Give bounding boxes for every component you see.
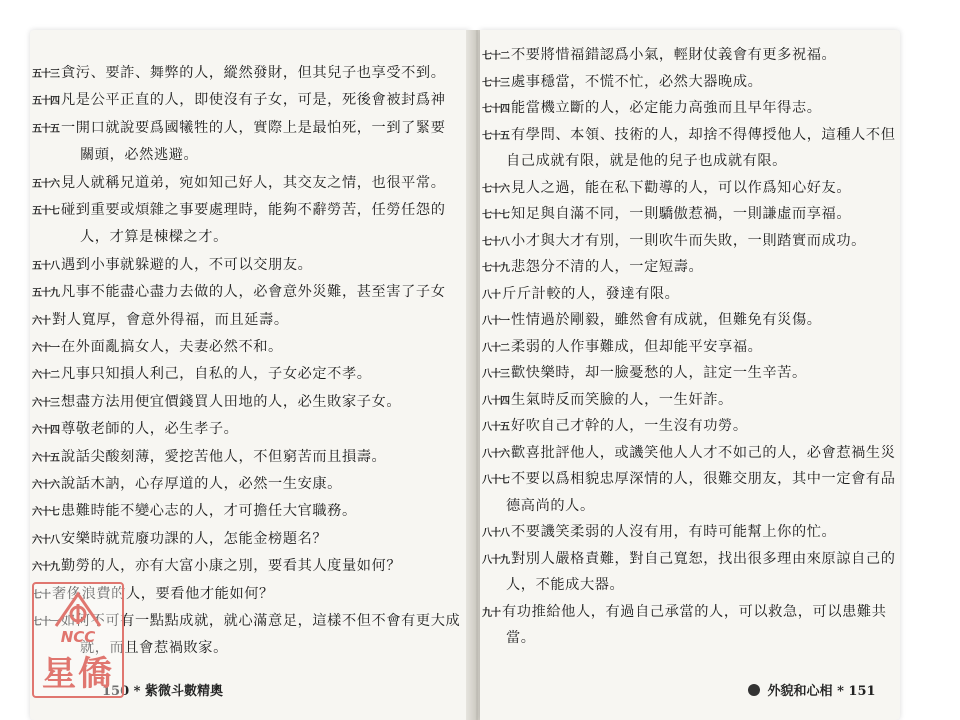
item-text: 患難時能不變心志的人，才可擔任大官職務。 [61, 503, 357, 520]
item-text: 不要將惜福錯認爲小氣，輕財仗義會有更多祝福。 [511, 47, 837, 63]
text-line [506, 627, 536, 647]
item-number: 七十八 [482, 236, 509, 248]
text-line [482, 468, 895, 488]
text-line [482, 97, 822, 117]
item-number: 七十三 [482, 77, 509, 89]
item-text: 性情過於剛毅，雖然會有成就，但難免有災傷。 [511, 312, 822, 328]
item-text: 德高尚的人。 [506, 497, 595, 514]
item-text: 生氣時反而笑臉的人，一生奸詐。 [511, 391, 733, 408]
text-line [482, 389, 733, 409]
item-text: 安樂時就荒廢功課的人，怎能金榜題名？ [61, 530, 328, 547]
item-number: 八十五 [482, 422, 509, 433]
text-line [482, 521, 836, 541]
item-number: 六十八 [32, 534, 59, 546]
item-text: 柔弱的人作事難成，但却能平安享福。 [511, 338, 763, 355]
publisher-watermark [32, 582, 124, 698]
text-line [32, 555, 401, 575]
text-line [482, 124, 895, 144]
item-number: 八十八 [482, 528, 509, 539]
text-line [32, 117, 445, 137]
item-text: 有功推給他人，有過自己承當的人，可以救急，可以患難共 [502, 603, 887, 620]
item-text: 遇到小事就躲避的人，不可以交朋友。 [61, 256, 313, 273]
item-number: 七十一 [32, 617, 59, 628]
item-text: 關頭，必然逃避。 [80, 147, 199, 164]
item-text: 奢侈浪費的人，要看他才能如何？ [52, 585, 274, 602]
text-line [482, 177, 851, 197]
item-number: 五十五 [32, 123, 59, 135]
text-line [482, 336, 762, 356]
item-number: 八十九 [482, 554, 509, 566]
item-text: 好吹自己才幹的人，一生沒有功勞。 [511, 418, 748, 434]
item-text: 如何不可有一點點成就，就心滿意足，這樣不但不會有更大成 [61, 613, 461, 629]
right-page-running-title: 外貌和心相 [767, 684, 833, 699]
item-text: 能當機立斷的人，必定能力高強而且早年得志。 [511, 100, 822, 116]
publisher-logo-icon [48, 590, 108, 630]
text-line [80, 144, 198, 164]
item-number: 五十九 [32, 288, 59, 300]
text-line [32, 418, 238, 438]
item-text: 當。 [506, 630, 536, 646]
right-page-folio [748, 680, 876, 699]
item-number: 八十一 [482, 316, 509, 327]
text-line [32, 500, 357, 520]
item-text: 悲怨分不清的人，一定短壽。 [511, 259, 704, 275]
folio-star: * [837, 684, 849, 699]
item-text: 說話尖酸刻薄，愛挖苦他人，不但窮苦而且損壽。 [61, 448, 387, 465]
item-number: 六十三 [32, 397, 59, 409]
text-line [32, 363, 372, 383]
item-number: 六十六 [32, 480, 59, 491]
item-number: 七十五 [482, 130, 509, 142]
left-page-running-title: 紫微斗數精奧 [145, 684, 224, 699]
item-number: 八十四 [482, 395, 509, 407]
right-page [480, 30, 900, 720]
chapter-bullet-icon [748, 684, 760, 696]
item-text: 就，而且會惹禍敗家。 [80, 640, 228, 657]
item-text: 歡快樂時，却一臉憂愁的人，註定一生辛苦。 [511, 365, 807, 381]
text-line [32, 473, 342, 493]
item-text: 有學問、本領、技術的人，却捨不得傳授他人，這種人不但 [511, 126, 896, 143]
item-number: 七十 [32, 589, 50, 601]
item-number: 八十 [482, 289, 500, 301]
item-text: 見人之過，能在私下勸導的人，可以作爲知心好友。 [511, 179, 852, 196]
item-number: 六十九 [32, 562, 59, 574]
item-text: 歡喜批評他人，或譏笑他人人才不如己的人，必會惹禍生災 [511, 444, 896, 461]
item-number: 五十四 [32, 96, 59, 108]
text-line [32, 281, 445, 301]
item-text: 小才與大才有別，一則吹牛而失敗，一則踏實而成功。 [511, 232, 866, 249]
text-line [482, 283, 679, 303]
item-text: 處事穩當，不慌不忙，必然大器晚成。 [511, 73, 763, 90]
text-line [482, 309, 822, 329]
item-number: 七十四 [482, 104, 509, 115]
item-text: 人，才算是棟樑之才。 [80, 229, 228, 246]
text-line [482, 362, 807, 382]
item-number: 五十三 [32, 69, 59, 80]
item-text: 凡事只知損人利己，自私的人，子女必定不孝。 [61, 366, 372, 383]
text-line [482, 415, 748, 435]
item-number: 七十九 [482, 263, 509, 274]
item-number: 七十七 [482, 210, 509, 221]
text-line [482, 256, 703, 276]
item-text: 勤勞的人，亦有大富小康之別，要看其人度量如何？ [61, 558, 402, 575]
text-line [32, 446, 386, 466]
item-number: 五十六 [32, 178, 59, 190]
item-number: 六十五 [32, 452, 59, 464]
item-number: 七十六 [482, 183, 509, 195]
item-number: 五十八 [32, 260, 59, 272]
item-number: 八十二 [482, 342, 509, 354]
text-line [482, 548, 895, 568]
item-text: 凡是公平正直的人，即使沒有子女，可是，死後會被封爲神 [61, 92, 446, 109]
publisher-name: 星僑 [42, 654, 114, 694]
text-line [506, 574, 624, 594]
text-line [32, 254, 312, 274]
item-text: 一開口就說要爲國犧牲的人，實際上是最怕死，一到了緊要 [61, 119, 446, 136]
text-line [482, 601, 886, 621]
text-line [80, 226, 228, 246]
item-text: 自己成就有限，就是他的兒子也成就有限。 [506, 153, 787, 169]
item-text: 說話木訥，心存厚道的人，必然一生安康。 [61, 476, 342, 492]
item-text: 貪污、要詐、舞弊的人，縱然發財，但其兒子也享受不到。 [61, 65, 446, 81]
item-number: 五十七 [32, 206, 59, 217]
text-line [32, 528, 327, 548]
item-text: 想盡方法用便宜價錢買人田地的人，必生敗家子女。 [61, 393, 402, 410]
text-line [482, 71, 762, 91]
text-line [506, 150, 787, 170]
text-line [506, 495, 595, 515]
item-text: 凡事不能盡心盡力去做的人，必會意外災難，甚至害了子女 [61, 284, 446, 301]
text-line [32, 336, 283, 356]
text-line [32, 62, 445, 82]
item-text: 見人就稱兄道弟，宛如知己好人，其交友之情，也很平常。 [61, 174, 446, 191]
item-text: 在外面亂搞女人，夫妻必然不和。 [61, 339, 283, 355]
item-number: 八十七 [482, 475, 509, 486]
item-number: 六十 [32, 315, 50, 327]
text-line [32, 172, 445, 192]
text-line [482, 203, 851, 223]
text-line [32, 391, 401, 411]
item-number: 七十二 [482, 51, 509, 62]
item-text: 知足與自滿不同，一則驕傲惹禍，一則謙虛而享福。 [511, 206, 852, 222]
item-number: 六十四 [32, 425, 59, 437]
text-line [32, 309, 289, 329]
text-line [32, 89, 445, 109]
item-text: 尊敬老師的人，必生孝子。 [61, 421, 239, 438]
item-text: 不要以爲相貌忠厚深情的人，很難交朋友，其中一定會有品 [511, 471, 896, 487]
publisher-brand: NCC [60, 628, 96, 646]
item-text: 不要譏笑柔弱的人沒有用，有時可能幫上你的忙。 [511, 524, 837, 540]
text-line [482, 44, 836, 64]
item-number: 六十七 [32, 507, 59, 519]
text-line [32, 199, 445, 219]
item-number: 六十二 [32, 370, 59, 382]
item-number: 八十三 [482, 369, 509, 380]
item-number: 八十六 [482, 448, 509, 460]
item-number: 九十 [482, 607, 500, 619]
item-text: 對別人嚴格責難，對自己寬恕，找出很多理由來原諒自己的 [511, 550, 896, 567]
item-number: 六十一 [32, 343, 59, 354]
item-text: 對人寬厚，會意外得福，而且延壽。 [52, 311, 289, 328]
text-line [482, 230, 866, 250]
item-text: 斤斤計較的人，發達有限。 [502, 285, 680, 302]
item-text: 人，不能成大器。 [506, 577, 625, 593]
item-text: 碰到重要或煩雜之事要處理時，能夠不辭勞苦，任勞任怨的 [61, 202, 446, 218]
left-page-number: 150 [102, 684, 130, 699]
right-page-number: 151 [848, 684, 876, 699]
text-line [482, 442, 895, 462]
folio-star: * [133, 684, 145, 699]
